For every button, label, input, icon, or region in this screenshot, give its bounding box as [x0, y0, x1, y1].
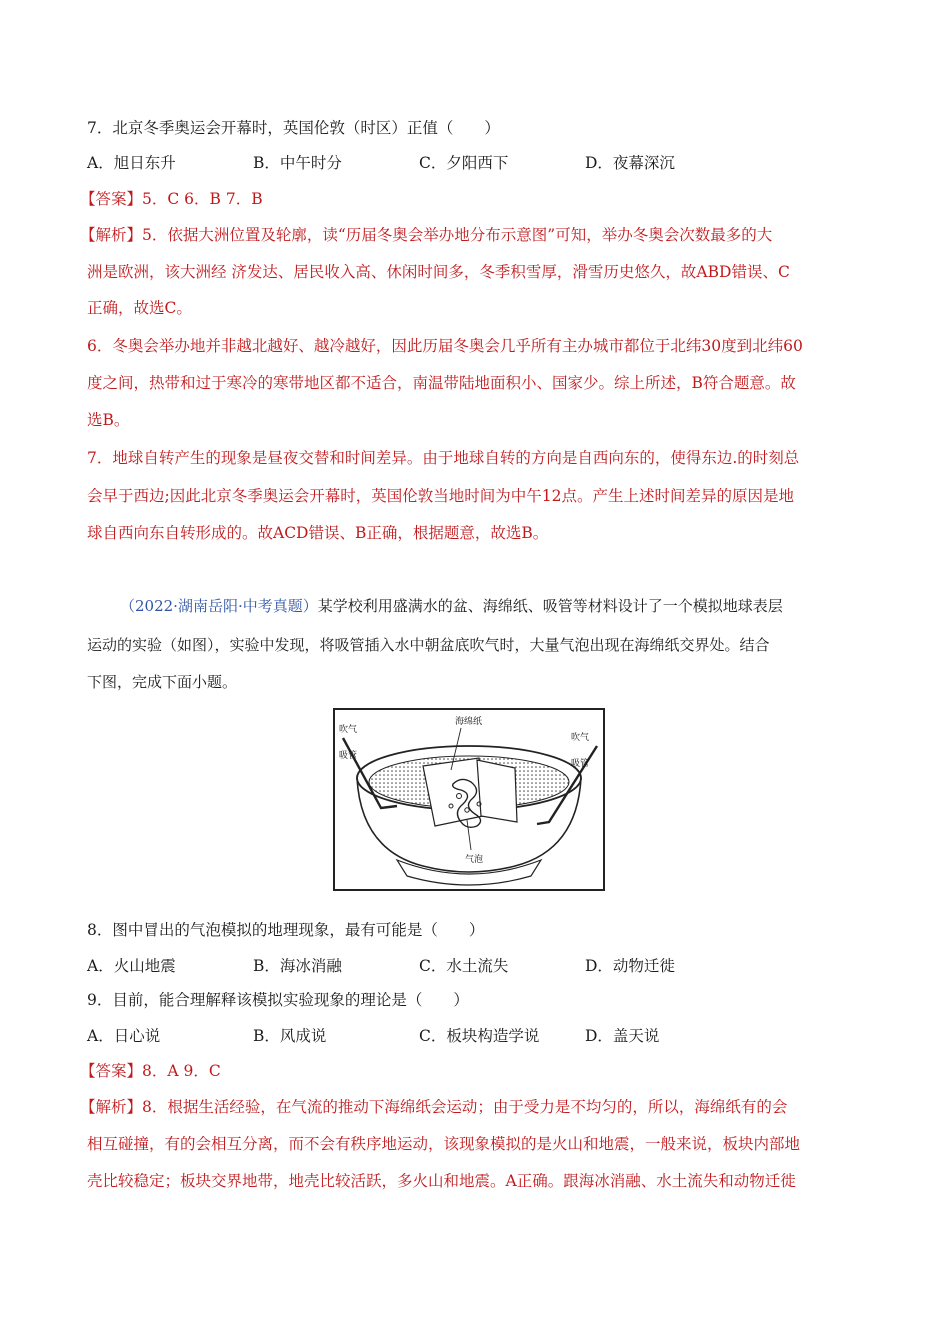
- label-bubble: 气泡: [465, 855, 484, 865]
- analysis-line: 球自西向东自转形成的。故ACD错误、B正确，根据题意，故选B。: [87, 524, 549, 542]
- analysis-line: [80, 1097, 787, 1117]
- analysis-line: 相互碰撞，有的会相互分离，而不会有秩序地运动，该现象模拟的是火山和地震，一般来说，板块内部地: [87, 1135, 801, 1153]
- q9-option-a: A．日心说: [87, 1027, 161, 1045]
- passage-source: （2022·湖南岳阳·中考真题）: [120, 597, 318, 615]
- analysis-line: 会早于西边;因此北京冬季奥运会开幕时，英国伦敦当地时间为中午12点。产生上述时间差异的原因是地: [87, 487, 794, 505]
- analysis-line: 7．地球自转产生的现象是昼夜交替和时间差异。由于地球自转的方向是自西向东的，使得东边.的时刻总: [87, 449, 800, 467]
- passage-line: 下图，完成下面小题。: [87, 673, 238, 691]
- analysis-tag: 【解析】: [80, 226, 143, 244]
- analysis-text: 8．根据生活经验，在气流的推动下海绵纸会运动；由于受力是不均匀的，所以，海绵纸有的会: [142, 1098, 788, 1116]
- q9-options: [87, 1026, 751, 1046]
- q7-stem: 7．北京冬季奥运会开幕时，英国伦敦（时区）正值（ ）: [87, 119, 500, 137]
- q7-option-a: A．旭日东升: [87, 154, 176, 172]
- q7-option-d: D．夜幕深沉: [585, 154, 675, 172]
- label-blow-right: 吹气: [571, 733, 590, 743]
- q9-stem: 9．目前，能合理解释该模拟实验现象的理论是（ ）: [87, 991, 469, 1009]
- basin-diagram: [335, 710, 603, 889]
- answer-text: 8．A 9．C: [142, 1062, 221, 1080]
- analysis-line: 度之间，热带和过于寒冷的寒带地区都不适合，南温带陆地面积小、国家少。综上所述，B符合题意。故: [87, 374, 796, 392]
- analysis-line: 正确，故选C。: [87, 299, 192, 317]
- q8-option-d: D．动物迁徙: [585, 957, 675, 975]
- answer-tag: 【答案】: [80, 190, 143, 208]
- answer-5-7: [80, 189, 263, 209]
- q8-option-c: C．水土流失: [419, 957, 509, 975]
- label-straw-right: 吸管: [571, 759, 590, 769]
- analysis-line: 6．冬奥会举办地并非越北越好、越冷越好，因此历届冬奥会几乎所有主办城市都位于北纬30度到北纬60: [87, 337, 803, 355]
- sponge-sheet-right: [477, 760, 517, 822]
- q8-options: [87, 956, 751, 976]
- answer-tag: 【答案】: [80, 1062, 143, 1080]
- label-sponge: 海绵纸: [455, 717, 483, 727]
- label-straw-left: 吸管: [339, 751, 358, 761]
- q8-stem: 8．图中冒出的气泡模拟的地理现象，最有可能是（ ）: [87, 921, 485, 939]
- passage-text: 某学校利用盛满水的盆、海绵纸、吸管等材料设计了一个模拟地球表层: [317, 597, 783, 615]
- q9-option-c: C．板块构造学说: [419, 1027, 540, 1045]
- q9-option-b: B．风成说: [253, 1027, 327, 1045]
- answer-8-9: [80, 1061, 221, 1081]
- q8-option-a: A．火山地震: [87, 957, 176, 975]
- q9-option-d: D．盖天说: [585, 1027, 660, 1045]
- experiment-figure: [333, 708, 605, 891]
- answer-text: 5．C 6．B 7．B: [142, 190, 263, 208]
- q8-option-b: B．海冰消融: [253, 957, 342, 975]
- q7-option-b: B．中午时分: [253, 154, 342, 172]
- analysis-line: [80, 225, 772, 245]
- label-blow-left: 吹气: [339, 725, 358, 735]
- q7-option-c: C．夕阳西下: [419, 154, 509, 172]
- passage-line: 运动的实验（如图），实验中发现，将吸管插入水中朝盆底吹气时，大量气泡出现在海绵纸交界处。结合: [87, 636, 770, 654]
- q7-options: [87, 153, 751, 173]
- analysis-line: 壳比较稳定；板块交界地带，地壳比较活跃，多火山和地震。A正确。跟海冰消融、水土流失和动物迁徙: [87, 1172, 796, 1190]
- analysis-line: 选B。: [87, 411, 130, 429]
- passage-line: [120, 596, 783, 616]
- analysis-tag: 【解析】: [80, 1098, 143, 1116]
- analysis-line: 洲是欧洲，该大洲经 济发达、居民收入高、休闲时间多，冬季积雪厚，滑雪历史悠久，故ABD错误、C: [87, 263, 790, 281]
- analysis-text: 5．依据大洲位置及轮廓，读“历届冬奥会举办地分布示意图”可知，举办冬奥会次数最多的大: [142, 226, 773, 244]
